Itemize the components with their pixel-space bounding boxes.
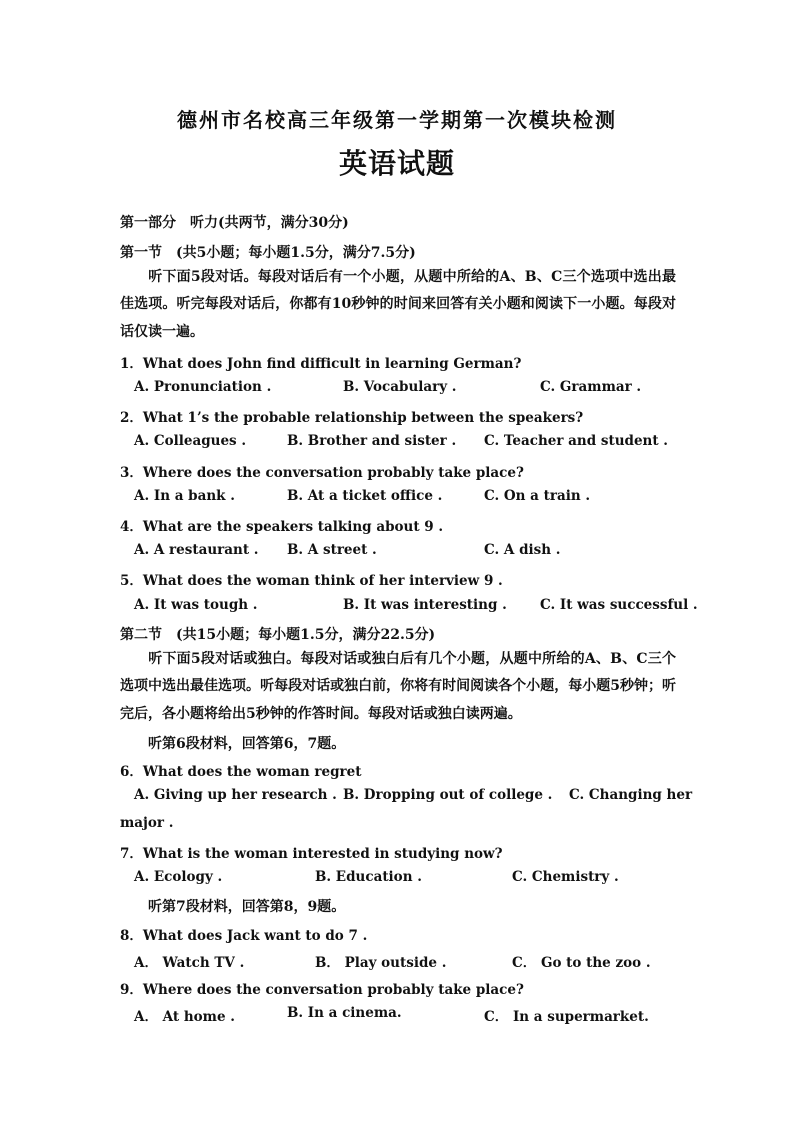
part1-heading: 第一部分 听力(共两节，满分30分): [120, 215, 349, 231]
q7-option-c: C. Chemistry .: [512, 869, 619, 885]
section1-instructions: [120, 264, 676, 346]
q3-option-b: B. At a ticket office .: [287, 488, 443, 504]
question-7: 7．What is the woman interested in studying now?: [120, 846, 503, 862]
question-1: 1．What does John find difficult in learning German?: [120, 356, 522, 372]
question-9: 9．Where does the conversation probably take place?: [120, 982, 524, 998]
section2-heading: 第二节 (共15小题；每小题1.5分，满分22.5分): [120, 627, 436, 643]
q6-option-c: C. Changing her: [569, 787, 693, 803]
question-8: 8．What does Jack want to do 7 .: [120, 928, 368, 944]
question-2: 2．What 1’s the probable relationship between the speakers?: [120, 410, 584, 426]
q3-option-c: C. On a train .: [484, 488, 591, 504]
question-5: 5．What does the woman think of her interview 9 .: [120, 573, 503, 589]
question-6: 6．What does the woman regret: [120, 764, 362, 780]
subject-title: 英语试题: [338, 147, 455, 180]
material-6-note: 听第6段材料，回答第6，7题。: [148, 736, 346, 752]
section2-instructions: [120, 646, 676, 728]
q9-option-b: B. In a cinema.: [287, 1005, 402, 1021]
q6-option-a: A. Giving up her research .: [134, 787, 337, 803]
q2-option-c: C. Teacher and student .: [484, 433, 669, 449]
q6-option-b: B. Dropping out of college .: [343, 787, 553, 803]
section1-instructions-text: 听下面5段对话。每段对话后有一个小题，从题中所给的A、B、C三个选项中选出最佳选项。听完每段对话后，你都有10秒钟的时间来回答有关小题和阅读下一小题。每段对话仅读一遍。: [120, 269, 676, 340]
exam-title: 德州市名校高三年级第一学期第一次模块检测: [177, 108, 617, 132]
q9-option-a: A． At home .: [134, 1009, 235, 1025]
section2-instructions-text: 听下面5段对话或独白。每段对话或独白后有几个小题，从题中所给的A、B、C三个选项中选出最佳选项。听每段对话或独白前，你将有时间阅读各个小题，每小题5秒钟；听完后，各小题将给出5秒钟的作答时间。每段对话或独白读两遍。: [120, 651, 676, 722]
question-4: 4．What are the speakers talking about 9 .: [120, 519, 444, 535]
q4-option-a: A. A restaurant .: [134, 542, 259, 558]
q5-option-a: A. It was tough .: [134, 597, 258, 613]
material-7-note: 听第7段材料，回答第8，9题。: [148, 899, 346, 915]
q7-option-b: B. Education .: [315, 869, 422, 885]
question-3: 3．Where does the conversation probably take place?: [120, 465, 524, 481]
q1-option-a: A. Pronunciation .: [134, 379, 272, 395]
q1-option-b: B. Vocabulary .: [343, 379, 457, 395]
q4-option-c: C. A dish .: [484, 542, 561, 558]
section1-heading: 第一节 (共5小题；每小题1.5分，满分7.5分): [120, 245, 416, 261]
q5-option-b: B. It was interesting .: [343, 597, 507, 613]
q2-option-a: A. Colleagues .: [134, 433, 247, 449]
q2-option-b: B. Brother and sister .: [287, 433, 457, 449]
q8-option-b: B． Play outside .: [315, 955, 447, 971]
q7-option-a: A. Ecology .: [134, 869, 223, 885]
q1-option-c: C. Grammar .: [540, 379, 642, 395]
q6-option-c-continued: major .: [120, 815, 174, 831]
q8-option-a: A． Watch TV .: [134, 955, 245, 971]
q3-option-a: A. In a bank .: [134, 488, 235, 504]
q8-option-c: C． Go to the zoo .: [512, 955, 651, 971]
q5-option-c: C. It was successful .: [540, 597, 698, 613]
q9-option-c: C． In a supermarket.: [484, 1009, 649, 1025]
q4-option-b: B. A street .: [287, 542, 377, 558]
